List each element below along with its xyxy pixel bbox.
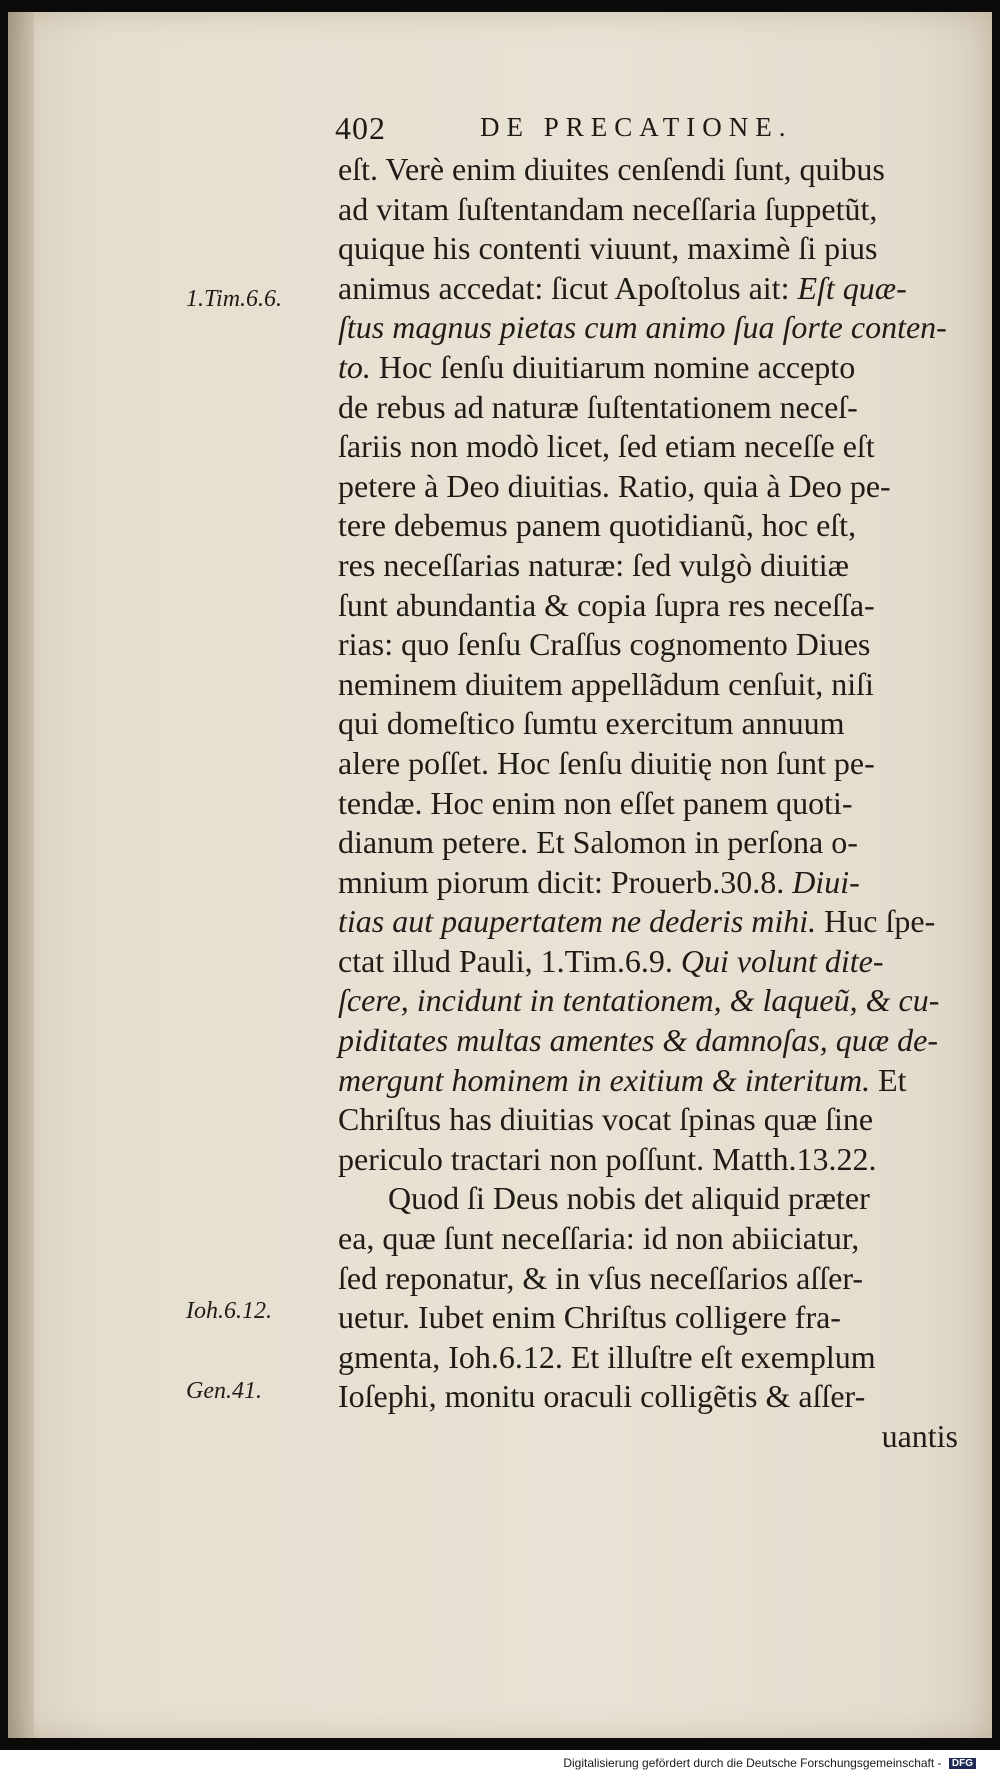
text-segment: quique his contenti viuunt, maximè ſi pius bbox=[338, 230, 878, 267]
text-line bbox=[338, 586, 958, 626]
text-line bbox=[338, 823, 958, 863]
text-line bbox=[338, 229, 958, 269]
italic-segment: ſtus magnus pietas cum animo ſua ſorte conten- bbox=[338, 309, 947, 346]
text-line bbox=[338, 308, 958, 348]
text-segment: ſed reponatur, & in vſus neceſſarios aſſer- bbox=[338, 1259, 863, 1296]
text-line bbox=[338, 269, 958, 309]
text-line bbox=[338, 1259, 958, 1299]
text-line bbox=[338, 546, 958, 586]
text-segment: ad vitam ſuſtentandam neceſſaria ſuppetũt, bbox=[338, 190, 878, 227]
marginal-note-tim: 1.Tim.6.6. bbox=[186, 286, 283, 312]
text-segment: Quod ſi Deus nobis det aliquid præter bbox=[388, 1180, 870, 1217]
text-line bbox=[338, 981, 958, 1021]
text-segment: tere debemus panem quotidianũ, hoc eſt, bbox=[338, 507, 857, 544]
dfg-logo: DFG bbox=[949, 1758, 976, 1769]
italic-segment: Eſt quæ- bbox=[797, 269, 907, 306]
text-line bbox=[338, 150, 958, 190]
text-segment: periculo tractari non poſſunt. Matth.13.22. bbox=[338, 1140, 877, 1177]
text-line bbox=[338, 388, 958, 428]
text-segment: uetur. Iubet enim Chriſtus colligere fra- bbox=[338, 1299, 841, 1336]
text-segment: gmenta, Ioh.6.12. Et illuſtre eſt exemplum bbox=[338, 1338, 876, 1375]
text-line bbox=[338, 506, 958, 546]
text-segment: Huc ſpe- bbox=[816, 903, 936, 940]
text-line bbox=[338, 348, 958, 388]
running-title: DE PRECATIONE. bbox=[480, 112, 793, 142]
text-segment: rias: quo ſenſu Craſſus cognomento Diues bbox=[338, 626, 871, 663]
text-segment: ea, quæ ſunt neceſſaria: id non abiiciatur, bbox=[338, 1220, 860, 1257]
text-line bbox=[338, 1298, 958, 1338]
text-line bbox=[338, 1377, 958, 1417]
text-line bbox=[338, 1021, 958, 1061]
text-segment: petere à Deo diuitias. Ratio, quia à Deo pe- bbox=[338, 467, 891, 504]
marginal-note-gen: Gen.41. bbox=[186, 1378, 262, 1404]
text-line bbox=[338, 704, 958, 744]
italic-segment: to. bbox=[338, 348, 371, 385]
italic-segment: tias aut paupertatem ne dederis mihi. bbox=[338, 903, 817, 940]
text-line bbox=[338, 902, 958, 942]
text-segment: de rebus ad naturæ ſuſtentationem neceſ- bbox=[338, 388, 858, 425]
page-header bbox=[335, 110, 805, 154]
italic-segment: mergunt hominem in exitium & interitum. bbox=[338, 1061, 871, 1098]
text-segment: qui domeſtico ſumtu exercitum annuum bbox=[338, 705, 845, 742]
text-segment: Hoc ſenſu diuitiarum nomine accepto bbox=[370, 348, 856, 385]
text-segment: eſt. Verè enim diuites cenſendi ſunt, quibus bbox=[338, 151, 885, 187]
page-gutter bbox=[8, 12, 34, 1738]
credit-text: Digitalisierung gefördert durch die Deutsche Forschungsgemeinschaft - bbox=[563, 1756, 942, 1770]
text-segment: uantis bbox=[881, 1418, 958, 1454]
italic-segment: Diui- bbox=[792, 863, 860, 900]
italic-segment: ſcere, incidunt in tentationem, & laqueũ, & cu- bbox=[338, 982, 940, 1019]
text-segment: animus accedat: ſicut Apoſtolus ait: bbox=[338, 269, 798, 306]
text-segment: Ioſephi, monitu oraculi colligẽtis & aſſer- bbox=[338, 1378, 866, 1415]
text-line bbox=[338, 1140, 958, 1180]
text-line bbox=[338, 427, 958, 467]
text-segment: res neceſſarias naturæ: ſed vulgò diuitiæ bbox=[338, 546, 849, 583]
italic-segment: Qui volunt dite- bbox=[680, 942, 884, 979]
text-line bbox=[338, 1100, 958, 1140]
text-segment: Et bbox=[870, 1061, 907, 1098]
text-line bbox=[338, 625, 958, 665]
text-line bbox=[338, 744, 958, 784]
digitization-credit bbox=[563, 1756, 976, 1770]
text-line bbox=[338, 467, 958, 507]
text-segment: ſariis non modò licet, ſed etiam neceſſe eſt bbox=[338, 428, 875, 465]
text-segment: dianum petere. Et Salomon in perſona o- bbox=[338, 824, 858, 861]
text-line bbox=[338, 665, 958, 705]
italic-segment: piditates multas amentes & damnoſas, quæ de- bbox=[338, 1022, 938, 1059]
text-segment: Chriſtus has diuitias vocat ſpinas quæ ſine bbox=[338, 1101, 874, 1138]
text-line bbox=[338, 863, 958, 903]
page-number: 402 bbox=[335, 110, 386, 146]
text-line bbox=[338, 1338, 958, 1378]
text-line bbox=[338, 784, 958, 824]
text-line bbox=[338, 1179, 958, 1219]
text-line bbox=[338, 1219, 958, 1259]
marginal-note-ioh: Ioh.6.12. bbox=[186, 1298, 272, 1324]
text-segment: mnium piorum dicit: Prouerb.30.8. bbox=[338, 863, 793, 900]
main-text bbox=[338, 150, 958, 1457]
text-segment: ſunt abundantia & copia ſupra res neceſſa- bbox=[338, 586, 875, 623]
text-line bbox=[338, 1417, 958, 1457]
text-line bbox=[338, 190, 958, 230]
text-segment: neminem diuitem appellãdum cenſuit, niſi bbox=[338, 665, 874, 702]
text-segment: ctat illud Pauli, 1.Tim.6.9. bbox=[338, 942, 681, 979]
text-segment: alere poſſet. Hoc ſenſu diuitię non ſunt pe- bbox=[338, 744, 875, 781]
text-segment: tendæ. Hoc enim non eſſet panem quoti- bbox=[338, 784, 853, 821]
text-line bbox=[338, 1061, 958, 1101]
text-line bbox=[338, 942, 958, 982]
